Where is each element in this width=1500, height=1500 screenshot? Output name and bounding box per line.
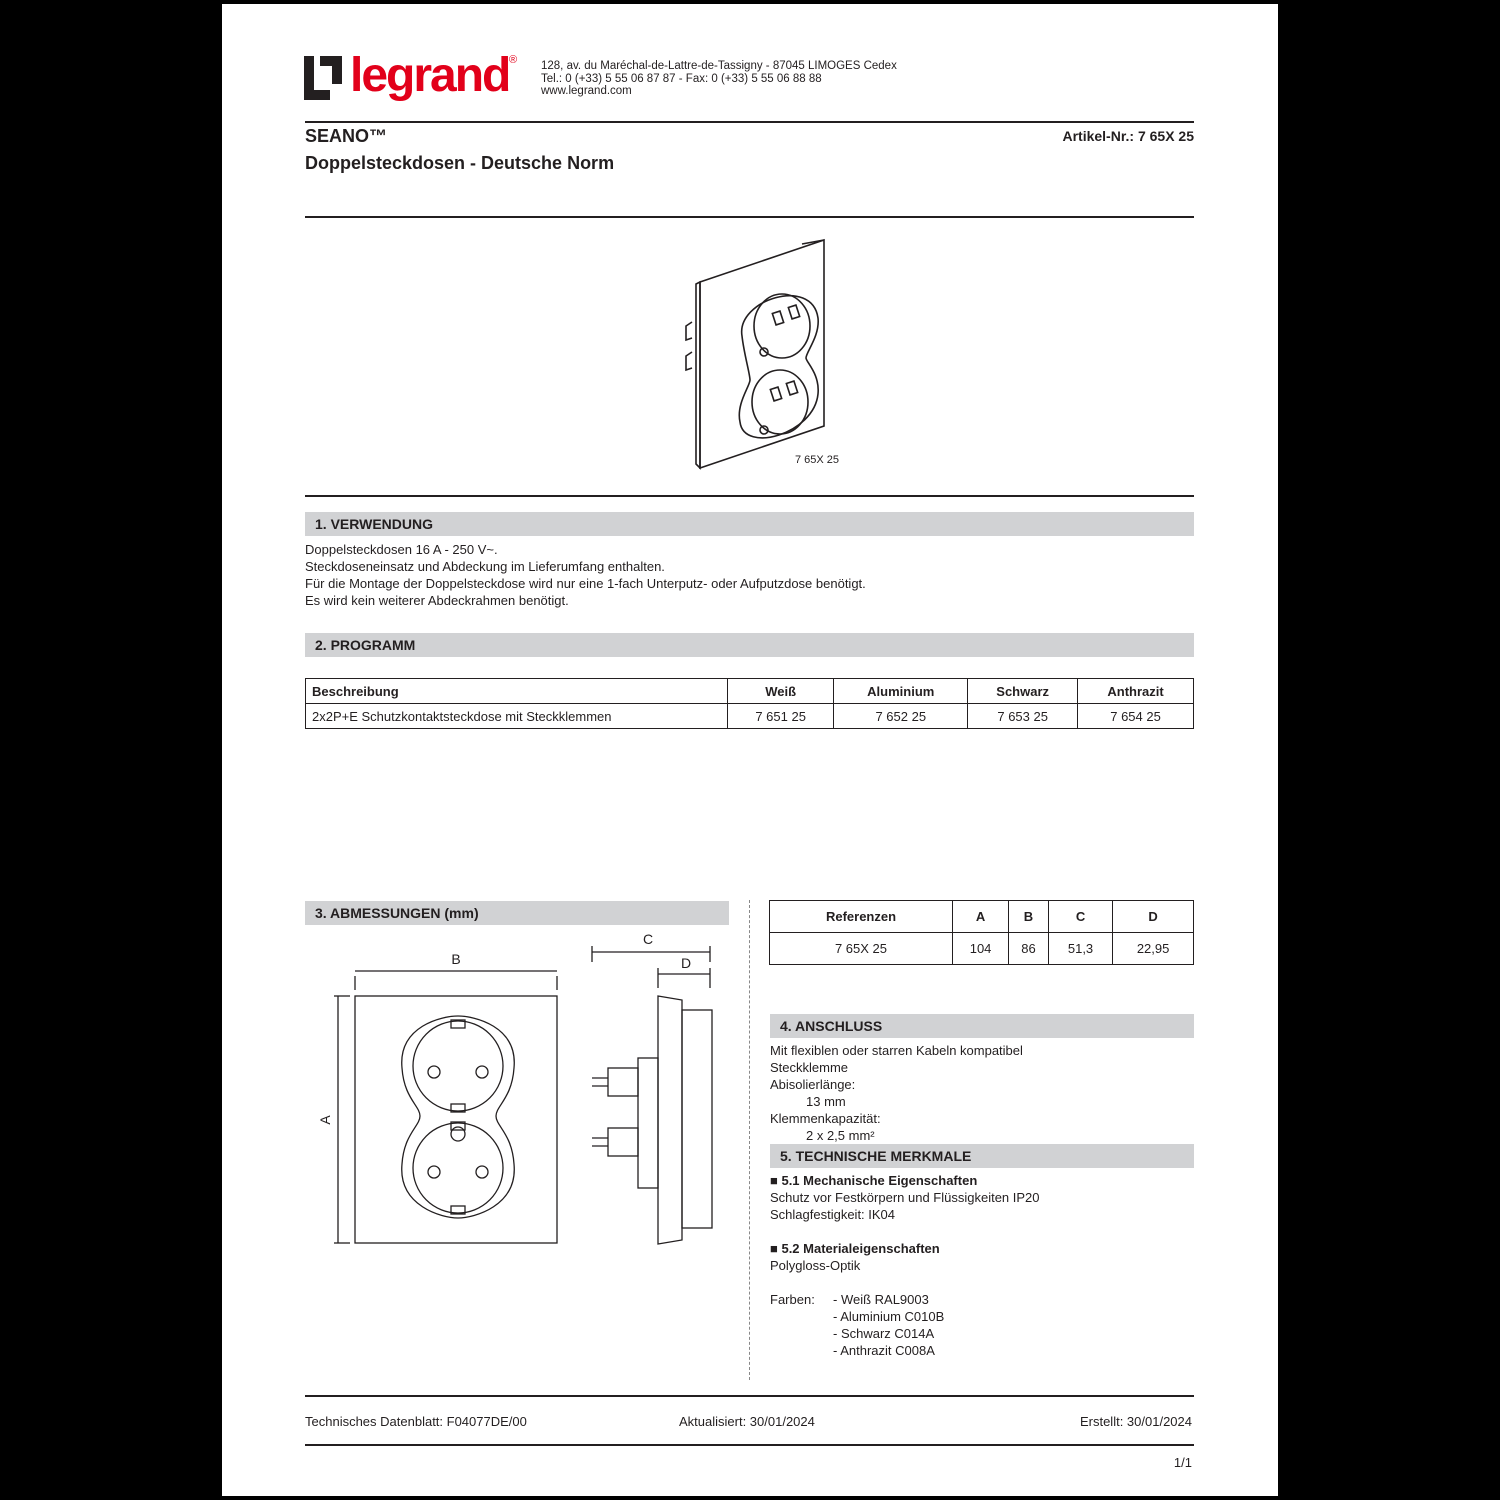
colors-block [770, 1291, 1190, 1359]
product-title: Doppelsteckdosen - Deutsche Norm [305, 153, 615, 173]
dimension-label-c: C [642, 931, 654, 947]
column-header: Schwarz [968, 679, 1078, 704]
address-line: 128, av. du Maréchal-de-Lattre-de-Tassigny - 87045 LIMOGES Cedex [541, 60, 897, 72]
product-image-caption: 7 65X 25 [794, 454, 840, 466]
usage-line: Es wird kein weiterer Abdeckrahmen benötigt. [305, 593, 569, 608]
table-cell: 2x2P+E Schutzkontaktsteckdose mit Steckklemmen [306, 704, 728, 729]
program-table [305, 678, 1194, 729]
product-line: SEANO™ [305, 126, 388, 146]
table-cell: 86 [1009, 933, 1049, 965]
phone-line: Tel.: 0 (+33) 5 55 06 87 87 - Fax: 0 (+33) 5 55 06 88 88 [541, 72, 822, 85]
datasheet-number: Technisches Datenblatt: F04077DE/00 [305, 1414, 527, 1429]
registered-mark: ® [509, 54, 518, 66]
column-header: C [1048, 901, 1112, 933]
footer-rule-top [305, 1395, 1194, 1397]
dimensions-table [769, 900, 1194, 965]
table-cell: 22,95 [1113, 933, 1194, 965]
material-line: Polygloss-Optik [770, 1258, 861, 1273]
column-header: D [1113, 901, 1194, 933]
connection-line: Steckklemme [770, 1060, 849, 1075]
color-item: - Weiß RAL9003 [833, 1292, 929, 1307]
connection-line: Abisolierlänge: [770, 1077, 856, 1092]
dimension-label-b: B [451, 951, 461, 967]
table-cell: 7 653 25 [968, 704, 1078, 729]
table-cell: 104 [953, 933, 1009, 965]
page-number: 1/1 [1173, 1455, 1192, 1470]
table-row [770, 933, 1194, 965]
usage-line: Für die Montage der Doppelsteckdose wird nur eine 1-fach Unterputz- oder Aufputzdose benötigt. [305, 576, 866, 591]
company-address [541, 60, 897, 98]
section-programm-heading: 2. PROGRAMM [305, 633, 1194, 657]
section-anschluss-heading: 4. ANSCHLUSS [770, 1014, 1194, 1038]
section-verwendung-text [305, 541, 866, 609]
updated-date: Aktualisiert: 30/01/2024 [679, 1414, 815, 1429]
section-verwendung-heading: 1. VERWENDUNG [305, 512, 1194, 536]
title-rule [305, 216, 1194, 218]
capacity-label: Klemmenkapazität: [770, 1111, 881, 1126]
section-technische-merkmale-text [770, 1172, 1190, 1359]
color-item: - Anthrazit C008A [833, 1343, 935, 1358]
strip-length-value: 13 mm [806, 1094, 846, 1109]
section-anschluss-text [770, 1042, 1023, 1144]
subsection-mechanical-title: ■ 5.1 Mechanische Eigenschaften [770, 1173, 978, 1188]
table-header-row [770, 901, 1194, 933]
product-illustration [672, 234, 862, 479]
footer-rule-bottom [305, 1444, 1194, 1446]
column-divider [749, 900, 750, 1380]
usage-line: Doppelsteckdosen 16 A - 250 V~. [305, 542, 498, 557]
color-item: - Aluminium C010B [833, 1309, 945, 1324]
subsection-material-title: ■ 5.2 Materialeigenschaften [770, 1241, 940, 1256]
dimension-drawing [312, 928, 722, 1258]
column-header: B [1009, 901, 1049, 933]
column-header: Weiß [728, 679, 834, 704]
article-number: Artikel-Nr.: 7 65X 25 [1062, 128, 1194, 144]
table-header-row [306, 679, 1194, 704]
column-header: Anthrazit [1078, 679, 1194, 704]
website-line[interactable]: www.legrand.com [541, 85, 632, 97]
table-cell: 51,3 [1048, 933, 1112, 965]
table-cell: 7 65X 25 [770, 933, 953, 965]
column-header: Referenzen [770, 901, 953, 933]
brand-wordmark: legrand [350, 49, 510, 102]
column-header: Aluminium [834, 679, 968, 704]
color-item: - Schwarz C014A [833, 1326, 935, 1341]
header-rule [305, 121, 1194, 123]
capacity-value: 2 x 2,5 mm² [806, 1128, 875, 1143]
image-rule [305, 495, 1194, 497]
column-header: Beschreibung [306, 679, 728, 704]
dimension-label-d: D [680, 955, 692, 971]
table-row [306, 704, 1194, 729]
connection-line: Mit flexiblen oder starren Kabeln kompatibel [770, 1043, 1023, 1058]
table-cell: 7 651 25 [728, 704, 834, 729]
section-abmessungen-heading: 3. ABMESSUNGEN (mm) [305, 901, 729, 925]
usage-line: Steckdoseneinsatz und Abdeckung im Lieferumfang enthalten. [305, 559, 665, 574]
legrand-mark-icon [304, 56, 342, 100]
column-header: A [953, 901, 1009, 933]
mechanical-line: Schutz vor Festkörpern und Flüssigkeiten IP20 [770, 1190, 1040, 1205]
mechanical-line: Schlagfestigkeit: IK04 [770, 1207, 896, 1222]
section-technische-merkmale-heading: 5. TECHNISCHE MERKMALE [770, 1144, 1194, 1168]
colors-label: Farben: [770, 1292, 815, 1307]
created-date: Erstellt: 30/01/2024 [1079, 1414, 1192, 1429]
table-cell: 7 654 25 [1078, 704, 1194, 729]
legrand-logo [304, 49, 520, 114]
datasheet-page [222, 4, 1278, 1496]
dimension-label-a: A [317, 1115, 333, 1125]
table-cell: 7 652 25 [834, 704, 968, 729]
